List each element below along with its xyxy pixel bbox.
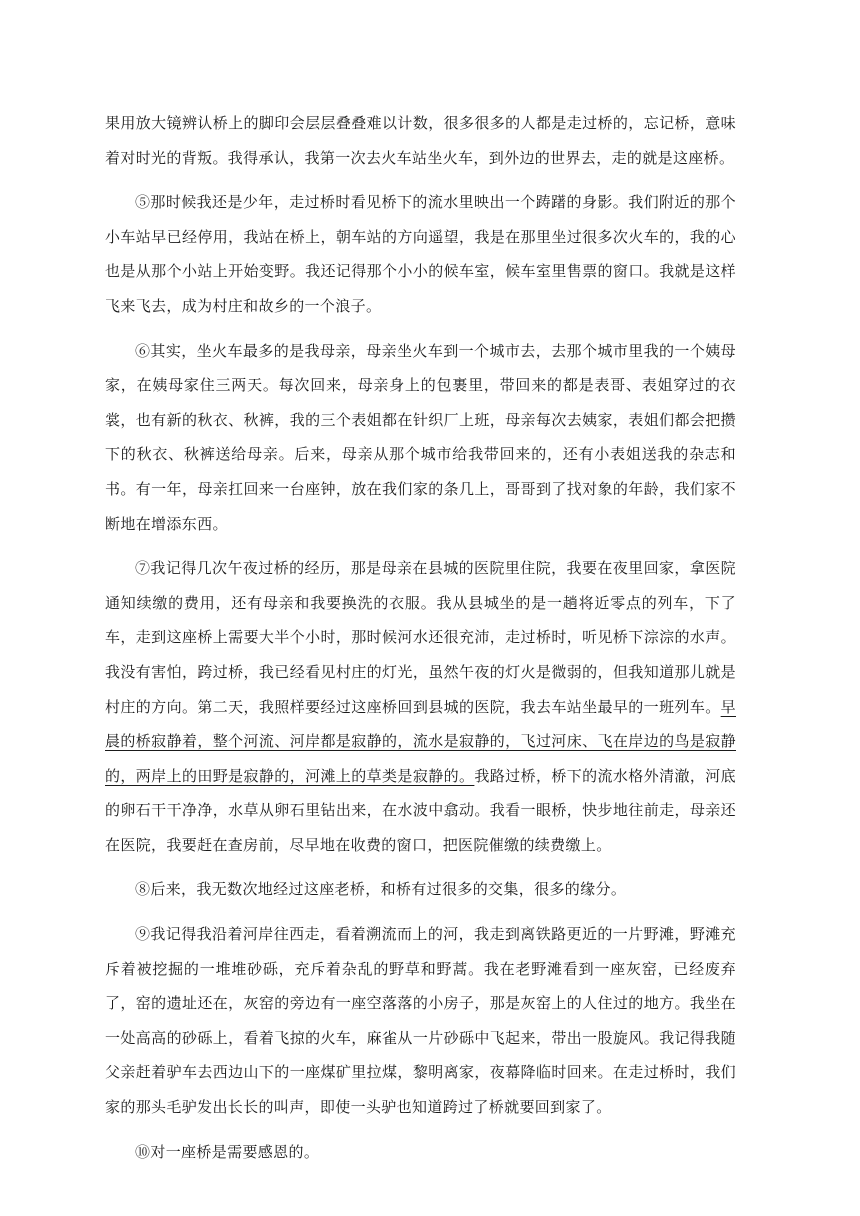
article-body — [105, 106, 736, 1179]
paragraph-7-part-a: ⑦我记得几次午夜过桥的经历，那是母亲在县城的医院里住院，我要在夜里回家，拿医院通知续缴的费用，还有母亲和我要换洗的衣服。我从县城坐的是一趟将近零点的列车，下了车，走到这座桥上需要大半个小时，那时候河水还很充沛，走过桥时，听见桥下淙淙的水声。我没有害怕，跨过桥，我已经看见村庄的灯光，虽然午夜的灯火是微弱的，但我知道那儿就是村庄的方向。第二天，我照样要经过这座桥回到县城的医院，我去车站坐最早的一班列车。 — [105, 559, 736, 716]
paragraph-continued: 果用放大镜辨认桥上的脚印会层层叠叠难以计数，很多很多的人都是走过桥的，忘记桥，意味着对时光的背叛。我得承认，我第一次去火车站坐火车，到外边的世界去，走的就是这座桥。 — [105, 114, 736, 167]
underlined-sentence: 早晨的桥寂静着，整个河流、河岸都是寂静的，流水是寂静的，飞过河床、飞在岸边的鸟是寂静的，两岸上的田野是寂静的，河滩上的草类是寂静的。 — [105, 697, 736, 785]
paragraph-7 — [105, 551, 736, 862]
paragraph-7-part-b: 我路过桥，桥下的流水格外清澈，河底的卵石干干净净，水草从卵石里钻出来，在水波中翕动。我看一眼桥，快步地往前走，母亲还在医院，我要赶在查房前，尽早地在收费的窗口，把医院催缴的续费缴上。 — [105, 766, 736, 854]
paragraph-5: ⑤那时候我还是少年，走过桥时看见桥下的流水里映出一个踌躇的身影。我们附近的那个小车站早已经停用，我站在桥上，朝车站的方向遥望，我是在那里坐过很多次火车的，我的心也是从那个小站上开始变野。我还记得那个小小的候车室，候车室里售票的窗口。我就是这样飞来飞去，成为村庄和故乡的一个浪子。 — [105, 193, 736, 315]
paragraph-8: ⑧后来，我无数次地经过这座老桥，和桥有过很多的交集，很多的缘分。 — [135, 880, 627, 899]
paragraph-10: ⑩对一座桥是需要感恩的。 — [135, 1142, 320, 1161]
paragraph-9: ⑨我记得我沿着河岸往西走，看着溯流而上的河，我走到离铁路更近的一片野滩，野滩充斥着被挖掘的一堆堆砂砾，充斥着杂乱的野草和野蒿。我在老野滩看到一座灰窑，已经废弃了，窑的遗址还在，灰窑的旁边有一座空落落的小房子，那是灰窑上的人住过的地方。我坐在一处高高的砂砾上，看着飞掠的火车，麻雀从一片砂砾中飞起来，带出一股旋风。我记得我随父亲赶着驴车去西边山下的一座煤矿里拉煤，黎明离家，夜幕降临时回来。在走过桥时，我们家的那头毛驴发出长长的叫声，即使一头驴也知道跨过了桥就要回到家了。 — [105, 925, 736, 1117]
paragraph-6: ⑥其实，坐火车最多的是我母亲，母亲坐火车到一个城市去，去那个城市里我的一个姨母家，在姨母家住三两天。每次回来，母亲身上的包裹里，带回来的都是表哥、表姐穿过的衣裳，也有新的秋衣、秋裤，我的三个表姐都在针织厂上班，母亲每次去姨家，表姐们都会把攒下的秋衣、秋裤送给母亲。后来，母亲从那个城市给我带回来的，还有小表姐送我的杂志和书。有一年，母亲扛回来一台座钟，放在我们家的条几上，哥哥到了找对象的年龄，我们家不断地在增添东西。 — [105, 341, 736, 533]
